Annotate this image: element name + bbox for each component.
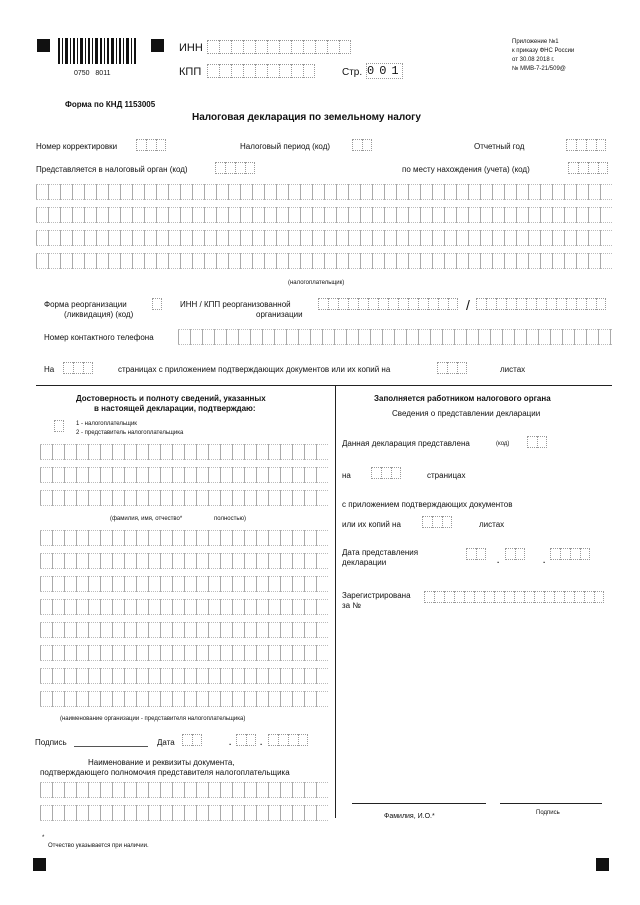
corner-marker-bottom-left xyxy=(33,858,46,871)
submit-date-dot-1: . xyxy=(497,556,500,565)
pages-appendix-label: страницах с приложением подтверждающих документов или их копий на xyxy=(118,365,391,374)
reorg-slash: / xyxy=(466,297,470,313)
on-label: на xyxy=(342,471,351,480)
date-submit-label-1: Дата представления xyxy=(342,548,419,557)
reorg-form-label-1: Форма реорганизации xyxy=(44,300,127,309)
appendix-line-3: от 30.08 2018 г. xyxy=(512,57,555,63)
date-dot-1: . xyxy=(229,738,232,747)
with-docs-label: с приложением подтверждающих документов xyxy=(342,500,513,509)
taxpayer-name-row-2[interactable] xyxy=(36,207,612,223)
confirm-option-1: 1 - налогоплательщик xyxy=(76,421,137,427)
inn-cells[interactable] xyxy=(207,40,351,54)
org-name-row-8[interactable] xyxy=(40,691,328,707)
page-label: Стр. xyxy=(342,67,363,78)
barcode-number: 0750 8011 xyxy=(74,70,111,77)
submitted-code-label: (код) xyxy=(496,441,510,447)
registered-number-cells[interactable] xyxy=(424,591,604,603)
taxpayer-name-row-4[interactable] xyxy=(36,253,612,269)
appendix-line-1: Приложение №1 xyxy=(512,39,559,45)
pages-cells[interactable] xyxy=(371,467,401,479)
corner-marker-top-right xyxy=(151,39,164,52)
inspector-signature-label: Подпись xyxy=(536,810,560,816)
org-name-row-1[interactable] xyxy=(40,530,328,546)
submitted-code-cells[interactable] xyxy=(527,436,547,448)
name-caption-suffix: полностью) xyxy=(214,516,246,522)
org-name-row-3[interactable] xyxy=(40,576,328,592)
footnote-mark: * xyxy=(42,835,45,841)
date-month-cells[interactable] xyxy=(236,734,256,746)
full-name-line[interactable] xyxy=(352,803,486,804)
date-dot-2: . xyxy=(260,738,263,747)
confirm-type-cell[interactable] xyxy=(54,420,64,432)
pages-label: страницах xyxy=(427,471,466,480)
inspector-signature-line[interactable] xyxy=(500,803,602,804)
name-caption-prefix: (фамилия, имя, отчество* xyxy=(110,516,183,522)
page-title: Налоговая декларация по земельному налогу xyxy=(192,112,421,123)
reorg-kpp-cells[interactable] xyxy=(476,298,606,310)
tax-period-cells[interactable] xyxy=(352,139,372,151)
signer-name-row-2[interactable] xyxy=(40,467,328,483)
correction-number-cells[interactable] xyxy=(136,139,166,151)
submit-year-cells[interactable] xyxy=(550,548,590,560)
reorg-inn-label-1: ИНН / КПП реорганизованной xyxy=(180,300,291,309)
confirm-heading-1: Достоверность и полноту сведений, указанных xyxy=(76,394,266,403)
reorg-inn-cells[interactable] xyxy=(318,298,458,310)
barcode xyxy=(58,38,138,64)
confirm-option-2: 2 - представитель налогоплательщика xyxy=(76,430,184,436)
reporting-year-label: Отчетный год xyxy=(474,142,525,151)
tax-period-label: Налоговый период (код) xyxy=(240,142,331,151)
confirm-heading-2: в настоящей декларации, подтверждаю: xyxy=(94,404,256,413)
doc-heading-2: подтверждающего полномочия представителя налогоплательщика xyxy=(40,768,290,777)
sheets-label: листах xyxy=(500,365,526,374)
column-divider xyxy=(335,386,336,818)
kpp-label: КПП xyxy=(179,66,202,78)
copies-on-label: или их копий на xyxy=(342,520,401,529)
form-code: Форма по КНД 1153005 xyxy=(65,100,156,109)
page-number-cells xyxy=(366,63,402,79)
reporting-year-cells[interactable] xyxy=(566,139,606,151)
org-name-row-2[interactable] xyxy=(40,553,328,569)
reorg-form-label-2: (ликвидация) (код) xyxy=(64,310,134,319)
location-cells[interactable] xyxy=(568,162,608,174)
appendix-sheets-cells[interactable] xyxy=(437,362,467,374)
submit-date-dot-2: . xyxy=(543,556,546,565)
inspector-heading: Заполняется работником налогового органа xyxy=(374,394,551,403)
sheets-label-right: листах xyxy=(479,520,505,529)
taxpayer-name-row-3[interactable] xyxy=(36,230,612,246)
footnote: Отчество указывается при наличии. xyxy=(48,843,149,849)
reorg-form-cells[interactable] xyxy=(152,298,162,310)
org-name-row-7[interactable] xyxy=(40,668,328,684)
tax-authority-label: Представляется в налоговый орган (код) xyxy=(36,165,188,174)
corner-marker-bottom-right xyxy=(596,858,609,871)
inn-label: ИНН xyxy=(179,42,203,54)
signer-name-row-1[interactable] xyxy=(40,444,328,460)
signer-name-row-3[interactable] xyxy=(40,490,328,506)
appendix-line-4: № ММВ-7-21/509@ xyxy=(512,66,566,72)
date-day-cells[interactable] xyxy=(182,734,202,746)
copies-sheets-cells[interactable] xyxy=(422,516,452,528)
pages-on-label: На xyxy=(44,365,55,374)
doc-row-2[interactable] xyxy=(40,805,328,821)
inspector-subheading: Сведения о представлении декларации xyxy=(392,409,541,418)
tax-authority-cells[interactable] xyxy=(215,162,255,174)
registered-label-2: за № xyxy=(342,601,361,610)
pages-count-cells[interactable] xyxy=(63,362,93,374)
taxpayer-name-row-1[interactable] xyxy=(36,184,612,200)
section-divider xyxy=(36,385,612,386)
full-name-label: Фамилия, И.О.* xyxy=(384,813,435,820)
doc-heading-1: Наименование и реквизиты документа, xyxy=(88,758,235,767)
date-label: Дата xyxy=(157,738,175,747)
org-name-row-5[interactable] xyxy=(40,622,328,638)
org-name-row-4[interactable] xyxy=(40,599,328,615)
org-name-row-6[interactable] xyxy=(40,645,328,661)
taxpayer-caption: (налогоплательщик) xyxy=(288,280,345,286)
phone-cells[interactable] xyxy=(178,329,612,345)
appendix-line-2: к приказу ФНС России xyxy=(512,48,575,54)
kpp-cells[interactable] xyxy=(207,64,315,78)
submitted-label: Данная декларация представлена xyxy=(342,439,470,448)
corner-marker-top-left xyxy=(37,39,50,52)
doc-row-1[interactable] xyxy=(40,782,328,798)
submit-month-cells[interactable] xyxy=(505,548,525,560)
submit-day-cells[interactable] xyxy=(466,548,486,560)
registered-label-1: Зарегистрирована xyxy=(342,591,411,600)
org-caption: (наименование организации - представителя налогоплательщика) xyxy=(60,716,246,722)
location-label: по месту нахождения (учета) (код) xyxy=(402,165,530,174)
reorg-inn-label-2: организации xyxy=(256,310,303,319)
phone-label: Номер контактного телефона xyxy=(44,333,154,342)
date-year-cells[interactable] xyxy=(268,734,308,746)
signature-line[interactable] xyxy=(74,746,148,747)
signature-label: Подпись xyxy=(35,738,67,747)
page-number: 001 xyxy=(367,64,404,78)
correction-number-label: Номер корректировки xyxy=(36,142,118,151)
date-submit-label-2: декларации xyxy=(342,558,387,567)
